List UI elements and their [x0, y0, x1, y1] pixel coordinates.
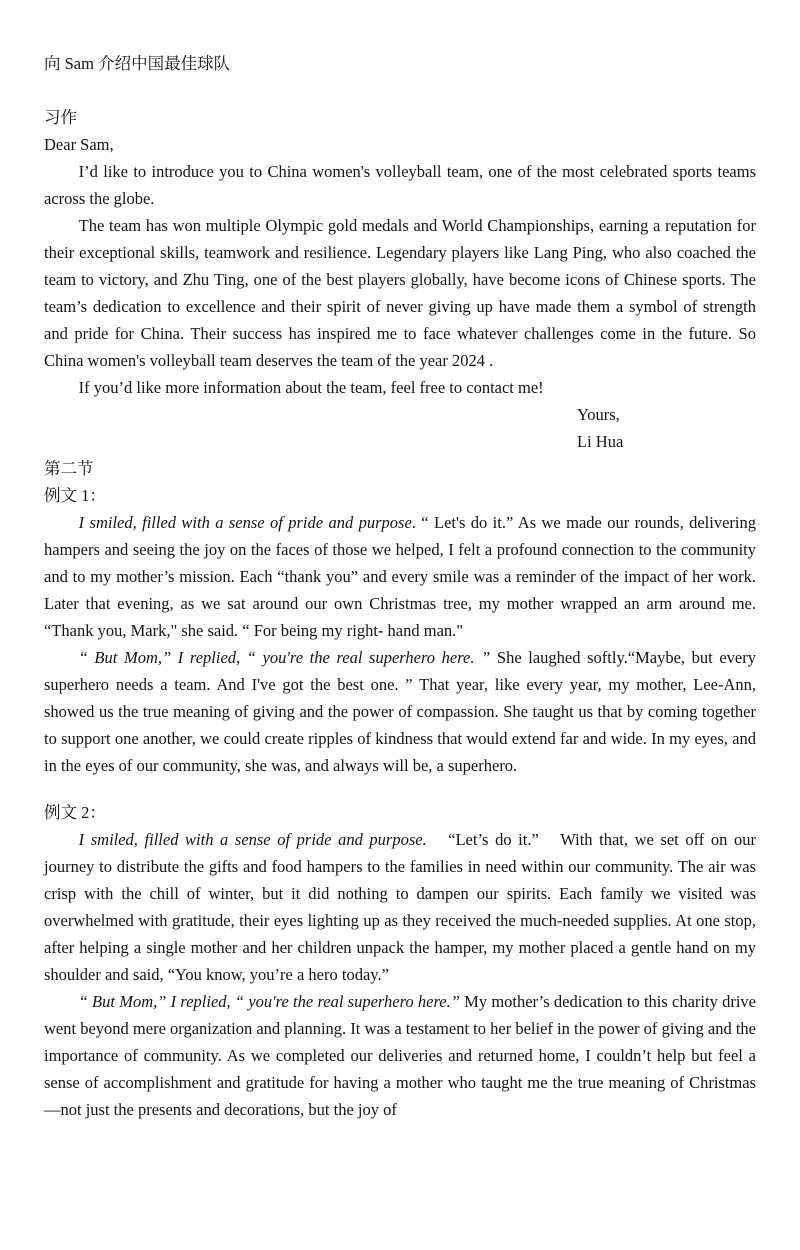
closing-block: [577, 401, 756, 455]
sample2-paragraph-1: [44, 826, 756, 988]
sample1-paragraph-1-italic-lead: I smiled, filled with a sense of pride and purpose: [78, 513, 412, 532]
sample1-paragraph-2: [44, 644, 756, 779]
letter-paragraph-1: I’d like to introduce you to China women's volleyball team, one of the most celebrated sports teams across the globe.: [44, 162, 756, 208]
salutation: Dear Sam,: [44, 135, 114, 154]
sample2-paragraph-2-italic-lead: “ But Mom,” I replied, “ you're the real superhero here.”: [78, 992, 460, 1011]
letter-paragraph-3: If you’d like more information about the team, feel free to contact me!: [78, 378, 544, 397]
sample1-label: 例文 1：: [44, 486, 106, 505]
sample2-paragraph-2: [44, 988, 756, 1123]
sample1-paragraph-2-italic-lead: “ But Mom,” I replied, “ you're the real superhero here. ”: [78, 648, 491, 667]
closing-signature: Li Hua: [577, 432, 624, 451]
sample1-paragraph-2-text: She laughed softly.“Maybe, but every superhero needs a team. And I've got the best one. ” That year, like every year, my mother, Lee-Ann, showed us the true meaning of giving and the power of compassion. She taught us that by coming together to support one another, we could create ripples of kindness that would extend far and wide. In my eyes, and in the eyes of our community, she was, and always will be, a superhero.: [44, 648, 756, 775]
section2-heading: 第二节: [44, 459, 94, 478]
composition-label: 习作: [44, 108, 77, 127]
sample2-paragraph-1-italic-lead: I smiled, filled with a sense of pride and purpose.: [78, 830, 427, 849]
sample2-label: 例文 2：: [44, 803, 106, 822]
sample1-paragraph-1-text: . “ Let's do it.” As we made our rounds, delivering hampers and seeing the joy on the faces of those we helped, I felt a profound connection to the community and to my mother’s mission. Each “thank you” and every smile was a reminder of the impact of her work. Later that evening, as we sat around our own Christmas tree, my mother wrapped an arm around me. “Thank you, Mark," she said. “ For being my right- hand man.": [44, 513, 756, 640]
closing-yours: Yours,: [577, 405, 620, 424]
sample2-paragraph-2-text: My mother’s dedication to this charity drive went beyond mere organization and planning. It was a testament to her belief in the power of giving and the importance of community. As we completed our deliveries and returned home, I couldn’t help but feel a sense of accomplishment and gratitude for having a mother who taught me the true meaning of Christmas—not just the presents and decorations, but the joy of: [44, 992, 756, 1119]
sample1-paragraph-1: [44, 509, 756, 644]
sample2-paragraph-1-text: “Let’s do it.” With that, we set off on our journey to distribute the gifts and food hampers to the families in need within our community. The air was crisp with the chill of winter, but it did nothing to dampen our spirits. Each family we visited was overwhelmed with gratitude, their eyes lighting up as they received the much-needed supplies. At one stop, after helping a single mother and her children unpack the hamper, my mother placed a gentle hand on my shoulder and said, “You know, you’re a hero today.”: [44, 830, 756, 984]
letter-paragraph-2: The team has won multiple Olympic gold medals and World Championships, earning a reputation for their exceptional skills, teamwork and resilience. Legendary players like Lang Ping, who also coached the team to victory, and Zhu Ting, one of the best players globally, have become icons of Chinese sports. The team’s dedication to excellence and their spirit of never giving up have made them a symbol of strength and pride for China. Their success has inspired me to face whatever challenges come in the future. So China women's volleyball team deserves the team of the year 2024 .: [44, 216, 756, 370]
document-title: 向 Sam 介绍中国最佳球队: [44, 54, 231, 73]
